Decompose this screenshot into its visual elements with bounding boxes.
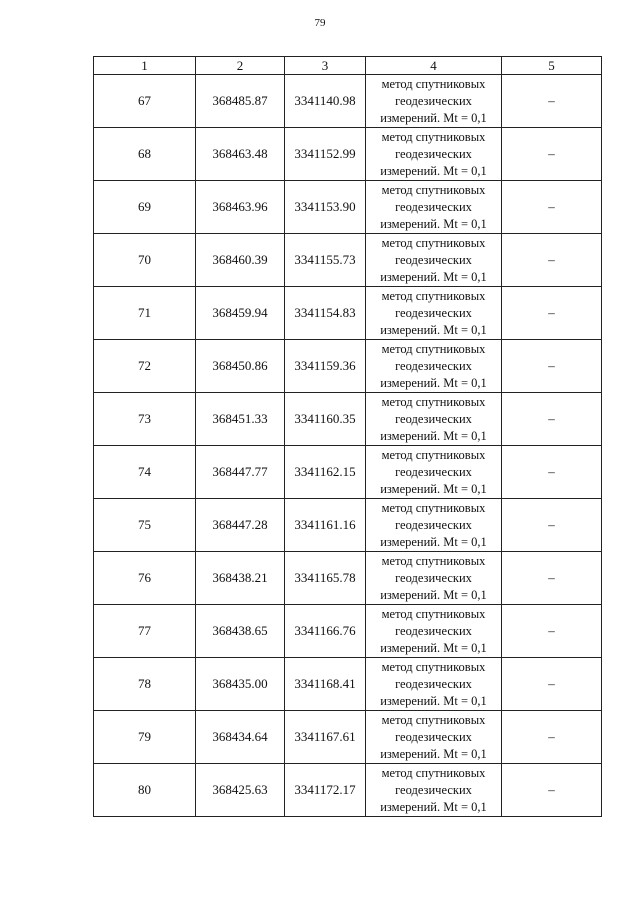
y-coordinate-cell: 3341162.15 bbox=[285, 446, 366, 499]
y-coordinate-cell: 3341166.76 bbox=[285, 605, 366, 658]
x-coordinate-cell: 368438.21 bbox=[196, 552, 285, 605]
x-coordinate-cell: 368463.96 bbox=[196, 181, 285, 234]
y-coordinate-cell: 3341154.83 bbox=[285, 287, 366, 340]
method-line: метод спутниковых bbox=[381, 659, 486, 674]
x-coordinate-cell: 368435.00 bbox=[196, 658, 285, 711]
method-line: метод спутниковых bbox=[381, 712, 486, 727]
method-line: измерений. Mt = 0,1 bbox=[380, 375, 487, 390]
table-header bbox=[94, 57, 602, 75]
header-col-2: 2 bbox=[196, 57, 285, 75]
y-coordinate-cell: 3341140.98 bbox=[285, 75, 366, 128]
table-row bbox=[94, 181, 602, 234]
note-cell: – bbox=[502, 605, 602, 658]
point-number-cell: 77 bbox=[94, 605, 196, 658]
point-number-cell: 69 bbox=[94, 181, 196, 234]
table-row bbox=[94, 499, 602, 552]
note-cell: – bbox=[502, 393, 602, 446]
point-number-cell: 71 bbox=[94, 287, 196, 340]
table-body bbox=[94, 75, 602, 817]
point-number-cell: 72 bbox=[94, 340, 196, 393]
y-coordinate-cell: 3341165.78 bbox=[285, 552, 366, 605]
method-line: метод спутниковых bbox=[381, 765, 486, 780]
header-row bbox=[94, 57, 602, 75]
method-cell bbox=[366, 764, 502, 817]
method-line: геодезических bbox=[395, 570, 472, 585]
header-col-1: 1 bbox=[94, 57, 196, 75]
note-cell: – bbox=[502, 287, 602, 340]
method-cell bbox=[366, 711, 502, 764]
method-line: метод спутниковых bbox=[381, 76, 486, 91]
method-cell bbox=[366, 605, 502, 658]
method-line: геодезических bbox=[395, 623, 472, 638]
method-line: геодезических bbox=[395, 93, 472, 108]
y-coordinate-cell: 3341155.73 bbox=[285, 234, 366, 287]
method-cell bbox=[366, 658, 502, 711]
method-line: измерений. Mt = 0,1 bbox=[380, 216, 487, 231]
method-line: метод спутниковых bbox=[381, 129, 486, 144]
method-line: измерений. Mt = 0,1 bbox=[380, 799, 487, 814]
method-line: измерений. Mt = 0,1 bbox=[380, 534, 487, 549]
method-line: геодезических bbox=[395, 358, 472, 373]
header-col-4: 4 bbox=[366, 57, 502, 75]
method-line: геодезических bbox=[395, 782, 472, 797]
y-coordinate-cell: 3341168.41 bbox=[285, 658, 366, 711]
method-line: измерений. Mt = 0,1 bbox=[380, 746, 487, 761]
y-coordinate-cell: 3341160.35 bbox=[285, 393, 366, 446]
method-cell bbox=[366, 446, 502, 499]
method-line: измерений. Mt = 0,1 bbox=[380, 428, 487, 443]
method-line: измерений. Mt = 0,1 bbox=[380, 110, 487, 125]
note-cell: – bbox=[502, 340, 602, 393]
method-line: метод спутниковых bbox=[381, 606, 486, 621]
method-cell bbox=[366, 234, 502, 287]
x-coordinate-cell: 368459.94 bbox=[196, 287, 285, 340]
x-coordinate-cell: 368485.87 bbox=[196, 75, 285, 128]
x-coordinate-cell: 368460.39 bbox=[196, 234, 285, 287]
method-line: метод спутниковых bbox=[381, 553, 486, 568]
note-cell: – bbox=[502, 499, 602, 552]
note-cell: – bbox=[502, 128, 602, 181]
point-number-cell: 73 bbox=[94, 393, 196, 446]
method-line: измерений. Mt = 0,1 bbox=[380, 269, 487, 284]
method-line: метод спутниковых bbox=[381, 341, 486, 356]
y-coordinate-cell: 3341161.16 bbox=[285, 499, 366, 552]
note-cell: – bbox=[502, 234, 602, 287]
table-row bbox=[94, 658, 602, 711]
table-row bbox=[94, 234, 602, 287]
note-cell: – bbox=[502, 446, 602, 499]
method-line: геодезических bbox=[395, 517, 472, 532]
table-row bbox=[94, 393, 602, 446]
table-row bbox=[94, 287, 602, 340]
method-cell bbox=[366, 552, 502, 605]
method-line: метод спутниковых bbox=[381, 288, 486, 303]
point-number-cell: 68 bbox=[94, 128, 196, 181]
method-line: геодезических bbox=[395, 411, 472, 426]
x-coordinate-cell: 368438.65 bbox=[196, 605, 285, 658]
method-line: метод спутниковых bbox=[381, 394, 486, 409]
method-line: измерений. Mt = 0,1 bbox=[380, 693, 487, 708]
x-coordinate-cell: 368451.33 bbox=[196, 393, 285, 446]
table-row bbox=[94, 128, 602, 181]
method-line: геодезических bbox=[395, 305, 472, 320]
y-coordinate-cell: 3341159.36 bbox=[285, 340, 366, 393]
method-cell bbox=[366, 287, 502, 340]
method-line: геодезических bbox=[395, 729, 472, 744]
point-number-cell: 75 bbox=[94, 499, 196, 552]
method-line: измерений. Mt = 0,1 bbox=[380, 640, 487, 655]
note-cell: – bbox=[502, 181, 602, 234]
x-coordinate-cell: 368447.28 bbox=[196, 499, 285, 552]
x-coordinate-cell: 368434.64 bbox=[196, 711, 285, 764]
method-line: измерений. Mt = 0,1 bbox=[380, 322, 487, 337]
point-number-cell: 70 bbox=[94, 234, 196, 287]
method-line: геодезических bbox=[395, 676, 472, 691]
note-cell: – bbox=[502, 75, 602, 128]
note-cell: – bbox=[502, 658, 602, 711]
table-row bbox=[94, 340, 602, 393]
y-coordinate-cell: 3341167.61 bbox=[285, 711, 366, 764]
point-number-cell: 67 bbox=[94, 75, 196, 128]
table-row bbox=[94, 446, 602, 499]
point-number-cell: 80 bbox=[94, 764, 196, 817]
page-number: 79 bbox=[314, 17, 326, 29]
y-coordinate-cell: 3341152.99 bbox=[285, 128, 366, 181]
coordinates-table bbox=[93, 56, 602, 817]
header-col-5: 5 bbox=[502, 57, 602, 75]
method-line: измерений. Mt = 0,1 bbox=[380, 587, 487, 602]
method-line: измерений. Mt = 0,1 bbox=[380, 481, 487, 496]
method-cell bbox=[366, 128, 502, 181]
x-coordinate-cell: 368450.86 bbox=[196, 340, 285, 393]
table-row bbox=[94, 605, 602, 658]
method-line: метод спутниковых bbox=[381, 500, 486, 515]
point-number-cell: 79 bbox=[94, 711, 196, 764]
method-line: измерений. Mt = 0,1 bbox=[380, 163, 487, 178]
table-row bbox=[94, 711, 602, 764]
note-cell: – bbox=[502, 711, 602, 764]
x-coordinate-cell: 368425.63 bbox=[196, 764, 285, 817]
method-line: геодезических bbox=[395, 146, 472, 161]
header-col-3: 3 bbox=[285, 57, 366, 75]
table-row bbox=[94, 552, 602, 605]
method-cell bbox=[366, 340, 502, 393]
note-cell: – bbox=[502, 552, 602, 605]
y-coordinate-cell: 3341153.90 bbox=[285, 181, 366, 234]
point-number-cell: 76 bbox=[94, 552, 196, 605]
method-line: геодезических bbox=[395, 199, 472, 214]
method-cell bbox=[366, 393, 502, 446]
method-cell bbox=[366, 181, 502, 234]
method-line: метод спутниковых bbox=[381, 182, 486, 197]
table-row bbox=[94, 764, 602, 817]
method-cell bbox=[366, 499, 502, 552]
method-line: метод спутниковых bbox=[381, 447, 486, 462]
method-line: геодезических bbox=[395, 464, 472, 479]
x-coordinate-cell: 368447.77 bbox=[196, 446, 285, 499]
point-number-cell: 78 bbox=[94, 658, 196, 711]
note-cell: – bbox=[502, 764, 602, 817]
method-cell bbox=[366, 75, 502, 128]
x-coordinate-cell: 368463.48 bbox=[196, 128, 285, 181]
method-line: метод спутниковых bbox=[381, 235, 486, 250]
point-number-cell: 74 bbox=[94, 446, 196, 499]
y-coordinate-cell: 3341172.17 bbox=[285, 764, 366, 817]
table-row bbox=[94, 75, 602, 128]
method-line: геодезических bbox=[395, 252, 472, 267]
